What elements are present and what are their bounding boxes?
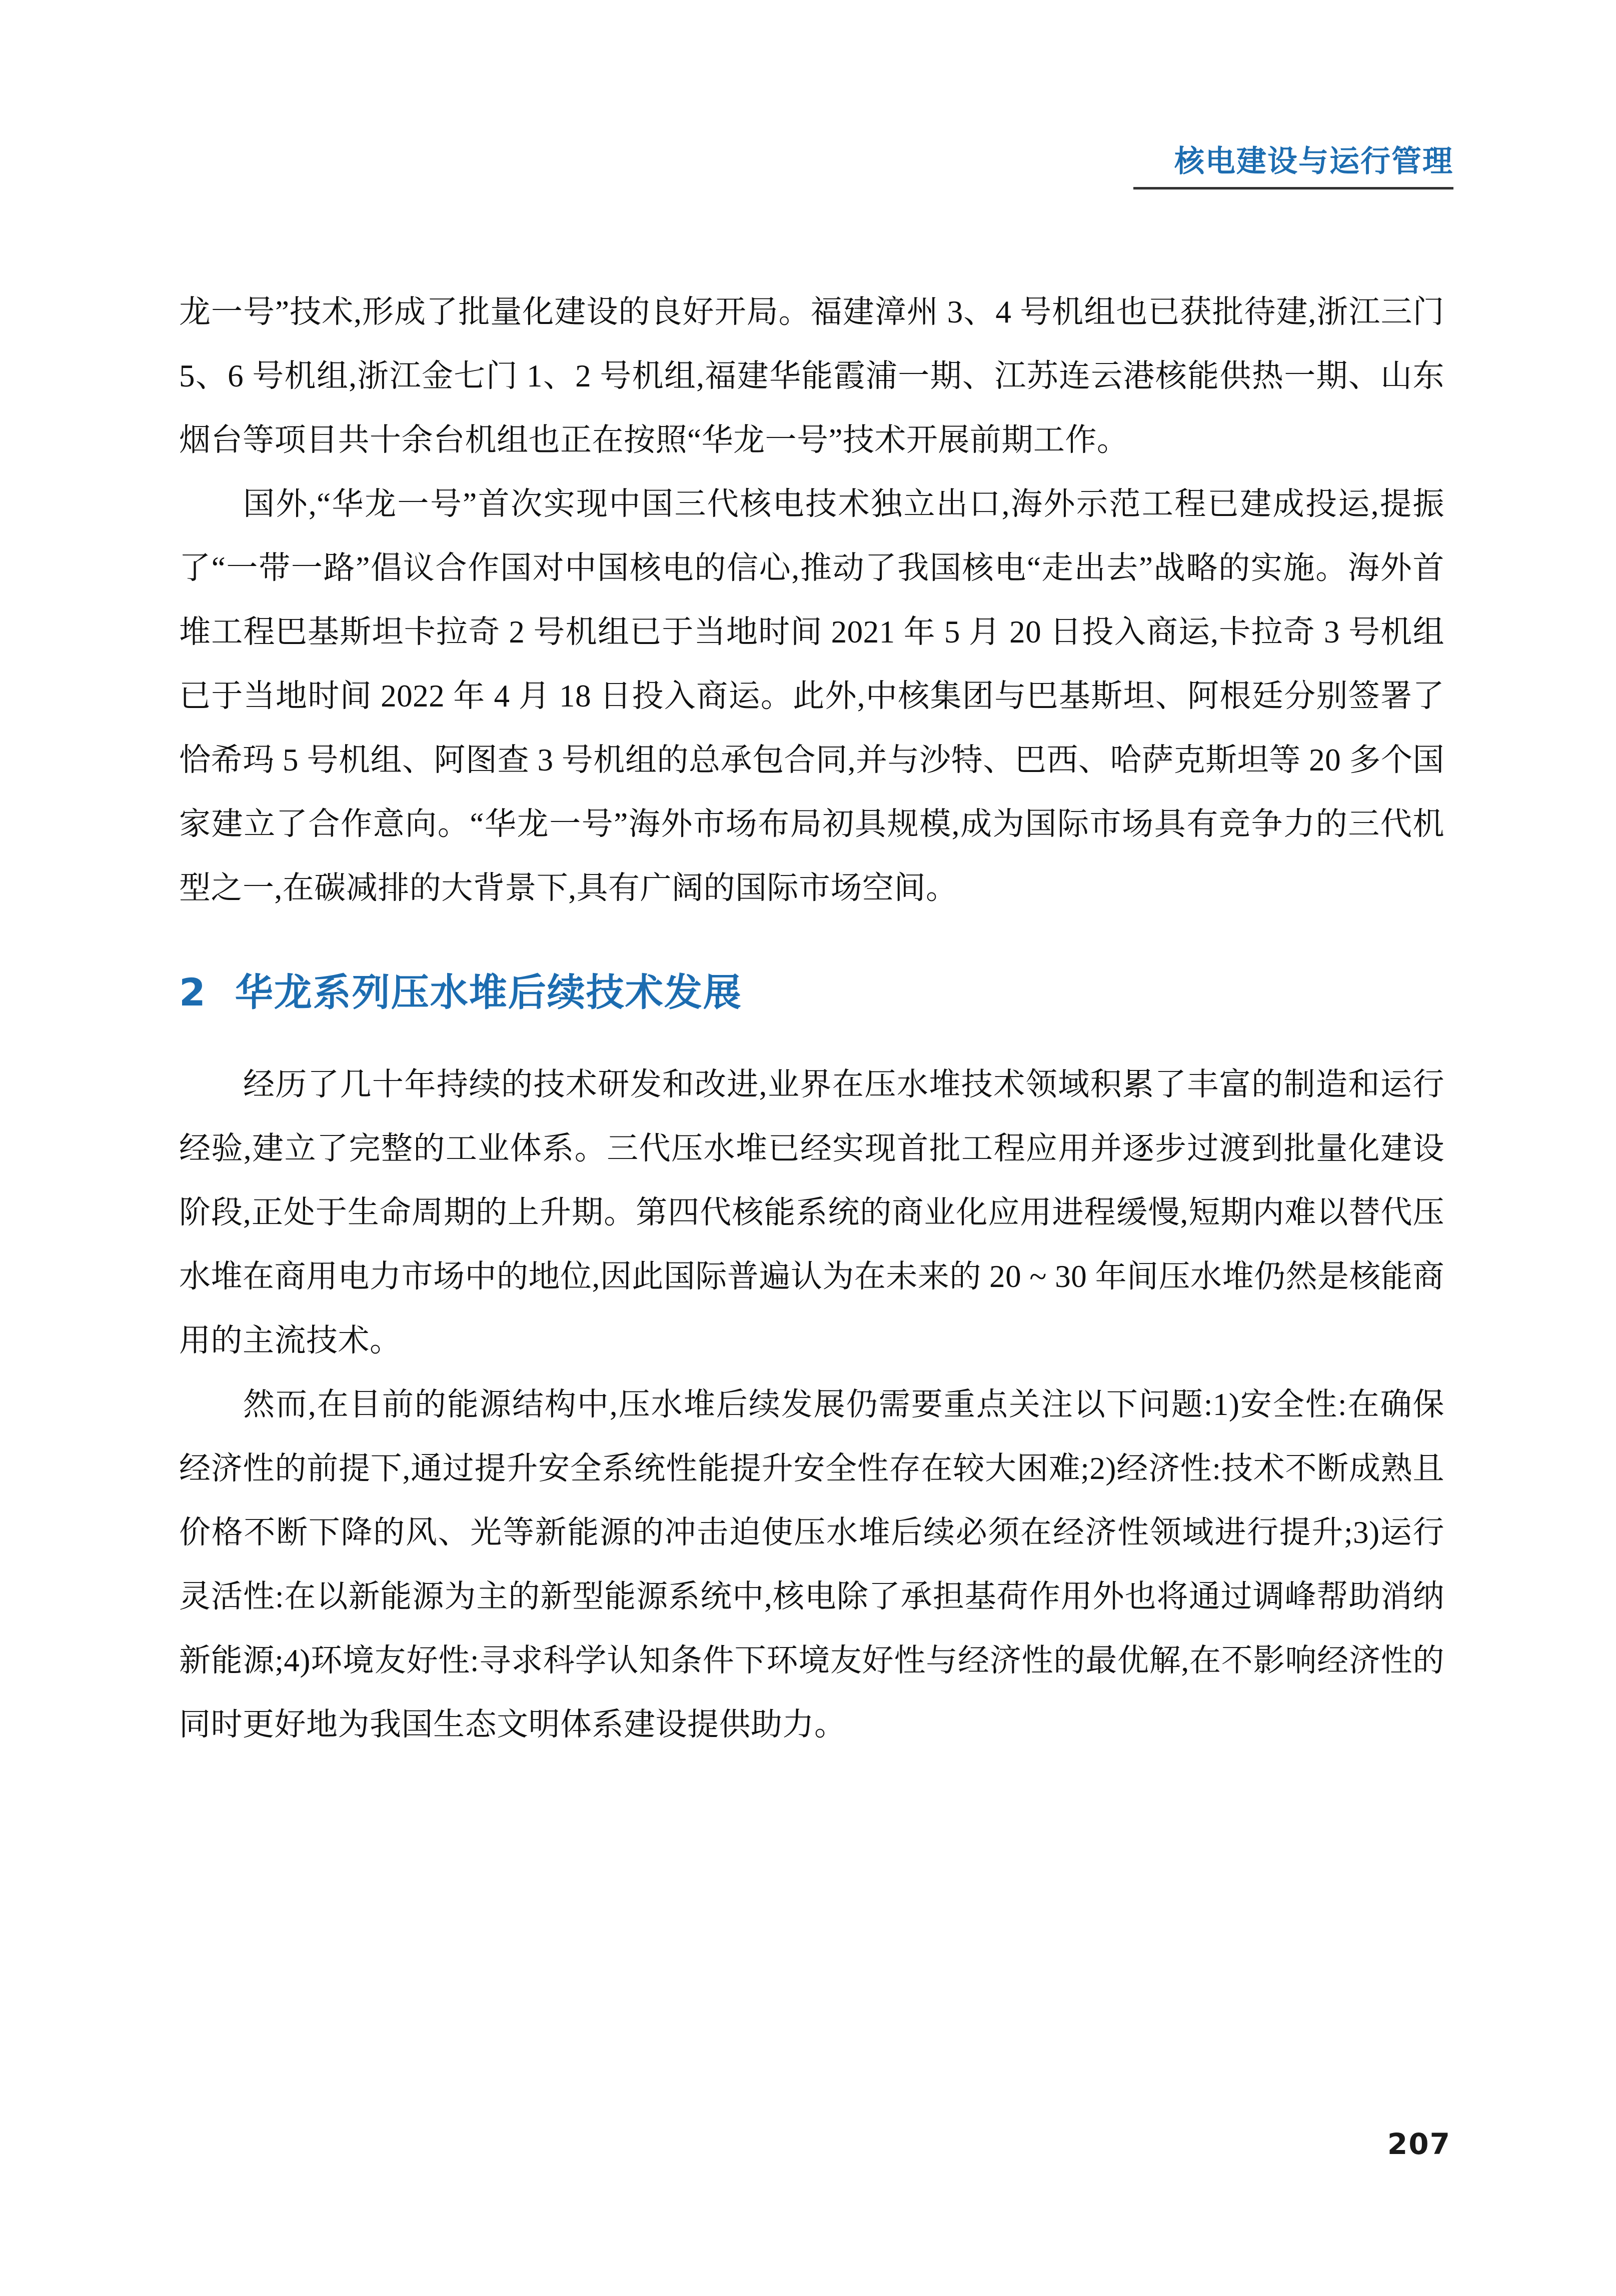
page-number: 207 (1387, 2127, 1451, 2161)
paragraph-hualong-domestic: 龙一号”技术,形成了批量化建设的良好开局。福建漳州 3、4 号机组也已获批待建,浙江三门 5、6 号机组,浙江金七门 1、2 号机组,福建华能霞浦一期、江苏连云港核能供热一期、山东烟台等项目共十余台机组也正在按照“华龙一号”技术开展前期工作。 (179, 294, 1444, 458)
paragraph-pwr-maturity: 经历了几十年持续的技术研发和改进,业界在压水堆技术领域积累了丰富的制造和运行经验,建立了完整的工业体系。三代压水堆已经实现首批工程应用并逐步过渡到批量化建设阶段,正处于生命周期的上升期。第四代核能系统的商业化应用进程缓慢,短期内难以替代压水堆在商用电力市场中的地位,因此国际普遍认为在未来的 20 ~ 30 年间压水堆仍然是核能商用的主流技术。 (179, 1066, 1444, 1358)
running-head-title: 核电建设与运行管理 (1174, 144, 1453, 179)
running-head (853, 145, 1453, 190)
section-heading-2: 2 华龙系列压水堆后续技术发展 (179, 970, 742, 1014)
paragraph-pwr-issues: 然而,在目前的能源结构中,压水堆后续发展仍需要重点关注以下问题:1)安全性:在确保经济性的前提下,通过提升安全系统性能提升安全性存在较大困难;2)经济性:技术不断成熟且价格不断下降的风、光等新能源的冲击迫使压水堆后续必须在经济性领域进行提升;3)运行灵活性:在以新能源为主的新型能源系统中,核电除了承担基荷作用外也将通过调峰帮助消纳新能源;4)环境友好性:寻求科学认知条件下环境友好性与经济性的最优解,在不影响经济性的同时更好地为我国生态文明体系建设提供助力。 (179, 1386, 1444, 1742)
running-head-rule (1133, 187, 1453, 190)
page-content (179, 280, 1444, 1756)
paragraph-hualong-overseas: 国外,“华龙一号”首次实现中国三代核电技术独立出口,海外示范工程已建成投运,提振了“一带一路”倡议合作国对中国核电的信心,推动了我国核电“走出去”战略的实施。海外首堆工程巴基斯坦卡拉奇 2 号机组已于当地时间 2021 年 5 月 20 日投入商运,卡拉奇 3 号机组已于当地时间 2022 年 4 月 18 日投入商运。此外,中核集团与巴基斯坦、阿根廷分别签署了恰希玛 5 号机组、阿图查 3 号机组的总承包合同,并与沙特、巴西、哈萨克斯坦等 20 多个国家建立了合作意向。“华龙一号”海外市场布局初具规模,成为国际市场具有竞争力的三代机型之一,在碳减排的大背景下,具有广阔的国际市场空间。 (179, 486, 1444, 906)
